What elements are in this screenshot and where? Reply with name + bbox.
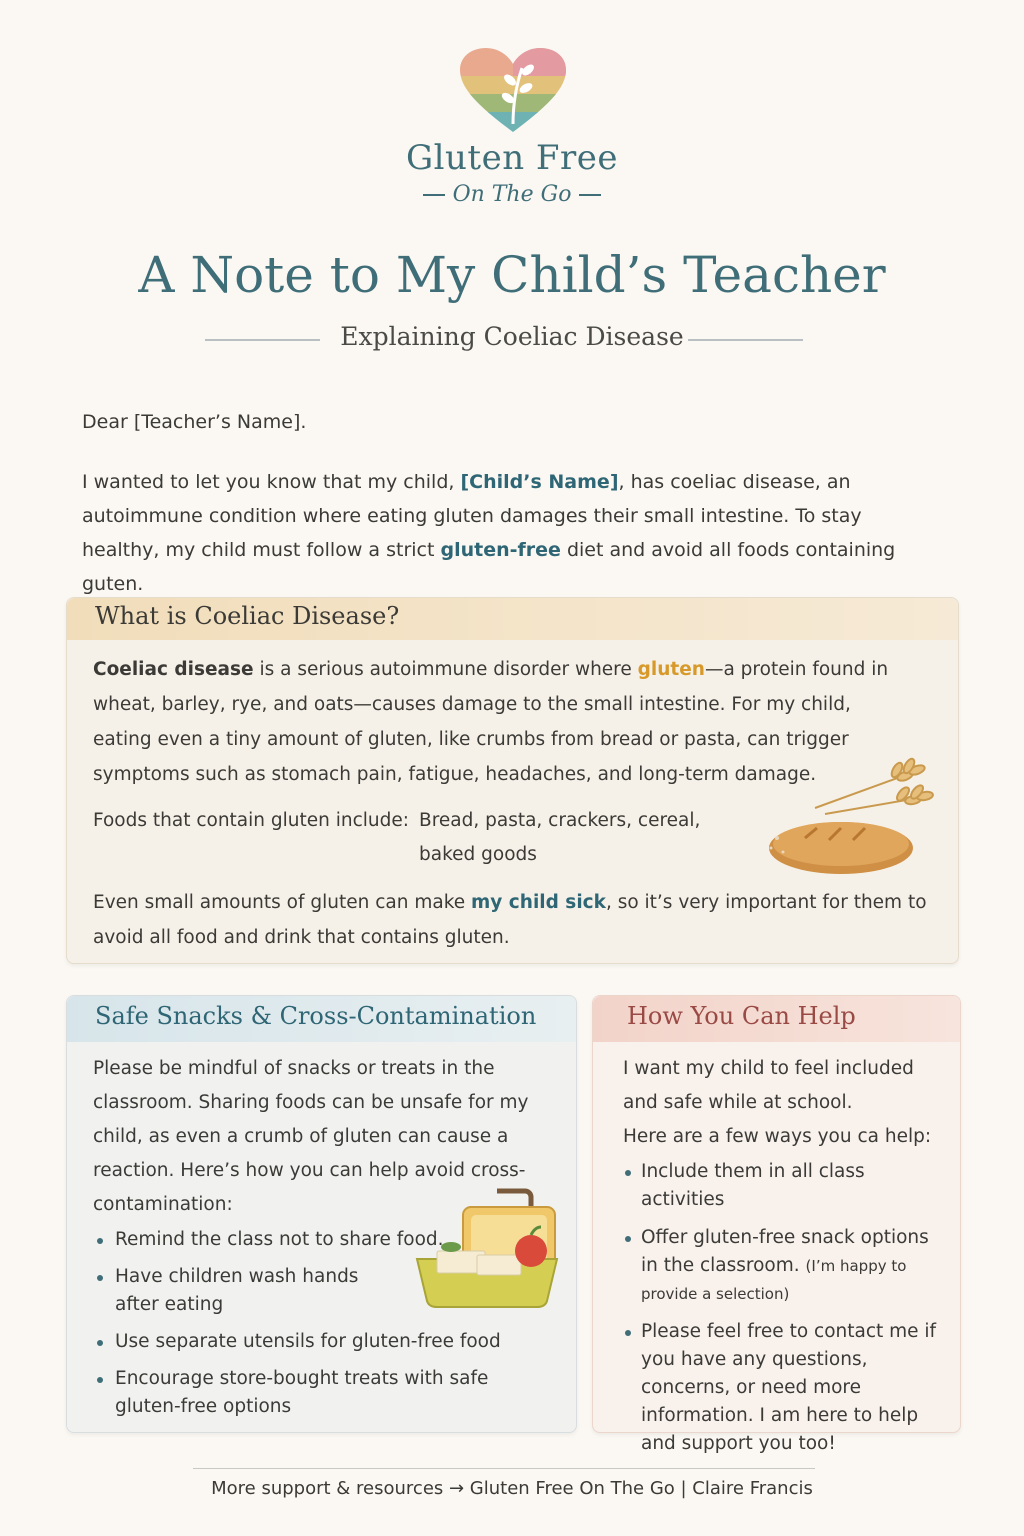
my-child-sick-highlight: my child sick: [471, 892, 606, 913]
coeliac-text: is a serious autoimmune disorder where: [253, 659, 638, 680]
card-title: Safe Snacks & Cross-Contamination: [95, 1002, 537, 1030]
coeliac-text: —a protein found in wheat, barley, rye, and oats—causes damage to the small intestine. For my child, eating even a tiny amount of gluten, like crumbs from bread or pasta, can trigger symptoms such as stomach pain, fatigue, headaches, and long-term damage.: [93, 659, 889, 785]
list-item: Include them in all class activities: [623, 1158, 943, 1214]
subtitle-rule-right: [688, 339, 803, 341]
small-amounts-paragraph: [93, 885, 943, 955]
brand-name: Gluten Free: [405, 138, 618, 178]
gluten-free-highlight: gluten-free: [440, 539, 561, 561]
page-title: A Note to My Child’s Teacher: [138, 246, 886, 304]
list-item-note: (I’m happy to provide a selection): [641, 1257, 907, 1303]
help-list: [623, 1158, 943, 1468]
salutation: Dear [Teacher’s Name].: [82, 411, 307, 433]
snacks-list: [93, 1226, 513, 1430]
page-subtitle: Explaining Coeliac Disease: [340, 322, 684, 351]
footer-text: More support & resources → Gluten Free On The Go | Claire Francis: [211, 1478, 813, 1499]
coeliac-term: Coeliac disease: [93, 659, 254, 680]
help-paragraph: I want my child to feel included and safe while at school.: [623, 1058, 914, 1113]
list-item-text: Offer gluten-free snack options in the classroom.: [641, 1227, 929, 1276]
heart-leaf-icon: [458, 46, 568, 136]
coeliac-info-card: [66, 597, 959, 964]
list-item: Encourage store-bought treats with safe gluten-free options: [93, 1365, 513, 1421]
intro-text: diet and avoid all foods containing guten.: [82, 539, 896, 595]
small-amounts-text: Even small amounts of gluten can make: [93, 892, 472, 913]
footer-divider: [193, 1468, 815, 1469]
how-you-can-help-card: [592, 995, 961, 1454]
brand-tagline-text: On The Go: [452, 182, 572, 207]
coeliac-paragraph: [93, 652, 893, 792]
help-ways-intro: Here are a few ways you ca help:: [623, 1126, 932, 1147]
intro-paragraph: [82, 465, 942, 601]
list-item: [623, 1224, 943, 1308]
foods-label: Foods that contain gluten include:: [93, 810, 409, 831]
bread-icon: [757, 808, 917, 878]
card-title: How You Can Help: [627, 1002, 856, 1030]
card-title: What is Coeliac Disease?: [95, 602, 400, 630]
small-amounts-text: , so it’s very important for them to avoid all food and drink that contains gluten.: [93, 892, 927, 948]
list-item: Remind the class not to share food.: [93, 1226, 513, 1254]
list-item: Have children wash hands after eating: [93, 1263, 405, 1319]
brand-tagline: [0, 182, 1024, 207]
child-name-highlight: [Child’s Name]: [460, 471, 619, 493]
gluten-highlight: gluten: [637, 659, 705, 680]
snacks-paragraph: Please be mindful of snacks or treats in the classroom. Sharing foods can be unsafe for my child, as even a crumb of gluten can cause a reaction. Here’s how you can help avoid cross-contamination:: [93, 1058, 529, 1215]
intro-text: , has coeliac disease, an autoimmune condition where eating gluten damages their small intestine. To stay healthy, my child must follow a strict: [82, 471, 862, 561]
foods-list: Bread, pasta, crackers, cereal, baked goods: [419, 810, 701, 865]
intro-text: I wanted to let you know that my child,: [82, 471, 461, 493]
list-item: Use separate utensils for gluten-free food: [93, 1328, 513, 1356]
subtitle-row: [0, 322, 1024, 358]
list-item: Please feel free to contact me if you have any questions, concerns, or need more information. I am here to help and support you too!: [623, 1318, 943, 1458]
safe-snacks-card: [66, 995, 577, 1433]
